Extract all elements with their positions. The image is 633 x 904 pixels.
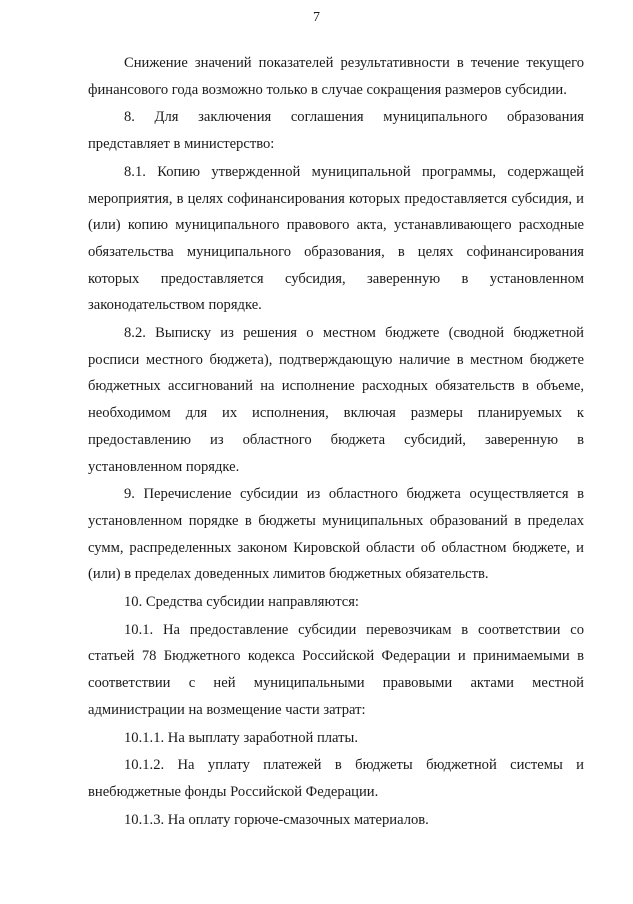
page-number: 7: [313, 10, 320, 25]
paragraph-8: 8. Для заключения соглашения муниципального образования представляет в министерство:: [88, 109, 584, 153]
paragraph-10-1: 10.1. На предоставление субсидии перевозчикам в соответствии со статьей 78 Бюджетного кодекса Российской Федерации и принимаемыми в соответствии с ней муниципальными правовыми актами местной администрации на возмещение части затрат:: [88, 621, 584, 718]
document-body: [88, 50, 584, 833]
paragraph-10: 10. Средства субсидии направляются:: [124, 594, 359, 611]
paragraph-10-1-1: 10.1.1. На выплату заработной платы.: [124, 729, 358, 746]
paragraph-10-1-3: 10.1.3. На оплату горюче-смазочных материалов.: [124, 811, 429, 828]
paragraph-8-1: 8.1. Копию утвержденной муниципальной программы, содержащей мероприятия, в целях софинансирования которых предоставляется субсидия, и (или) копию муниципального правового акта, устанавливающего расходные обязательства муниципального образования, в целях софинансирования которых предоставляется субсидия, заверенную в установленном законодательством порядке.: [88, 163, 584, 314]
paragraph-9: 9. Перечисление субсидии из областного бюджета осуществляется в установленном порядке в бюджеты муниципальных образований в пределах сумм, распределенных законом Кировской области об областном бюджете, и (или) в пределах доведенных лимитов бюджетных обязательств.: [88, 486, 584, 583]
paragraph-performance-indicators: Снижение значений показателей результативности в течение текущего финансового года возможно только в случае сокращения размеров субсидии.: [88, 55, 584, 98]
paragraph-8-2: 8.2. Выписку из решения о местном бюджете (сводной бюджетной росписи местного бюджета), подтверждающую наличие в местном бюджете бюджетных ассигнований на исполнение расходных обязательств в объеме, необходимом для их исполнения, включая размеры планируемых к предоставлению из областного бюджета субсидий, заверенную в установленном порядке.: [88, 325, 584, 475]
paragraph-10-1-2: 10.1.2. На уплату платежей в бюджеты бюджетной системы и внебюджетные фонды Российской Федерации.: [88, 757, 584, 800]
